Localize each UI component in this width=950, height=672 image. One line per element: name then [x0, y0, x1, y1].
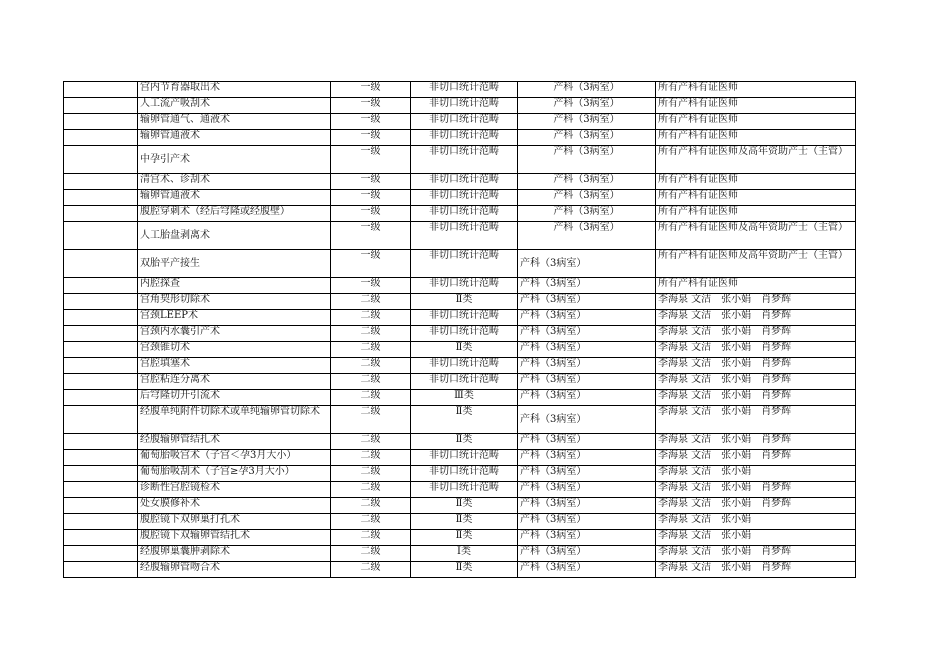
department-cell: 产科（3病室） — [518, 546, 656, 562]
table-row — [64, 450, 856, 466]
incision-category-cell: 非切口统计范畴 — [411, 450, 518, 466]
blank-cell — [64, 434, 138, 450]
department-cell: 产科（3病室） — [518, 358, 656, 374]
surgery-level-cell: 一级 — [331, 222, 411, 250]
department-cell: 产科（3病室） — [518, 374, 656, 390]
procedure-name-cell: 经腹输卵管结扎术 — [138, 434, 331, 450]
incision-category-cell: 非切口统计范畴 — [411, 250, 518, 278]
procedure-name-cell: 腹腔镜下双卵巢打孔术 — [138, 514, 331, 530]
surgery-level-cell: 二级 — [331, 374, 411, 390]
authorized-doctors-cell: 所有产科有证医师 — [656, 174, 856, 190]
department-cell: 产科（3病室） — [518, 98, 656, 114]
table-row — [64, 498, 856, 514]
surgery-level-cell: 二级 — [331, 342, 411, 358]
blank-cell — [64, 222, 138, 250]
table-row — [64, 82, 856, 98]
procedure-name-cell: 输卵管通液术 — [138, 130, 331, 146]
surgery-level-cell: 二级 — [331, 466, 411, 482]
procedure-name-cell: 经腹单纯附件切除术或单纯输卵管切除术 — [138, 406, 331, 434]
department-cell: 产科（3病室） — [518, 294, 656, 310]
blank-cell — [64, 82, 138, 98]
procedure-name-cell: 人工流产吸刮术 — [138, 98, 331, 114]
table-row — [64, 190, 856, 206]
blank-cell — [64, 406, 138, 434]
table-row — [64, 434, 856, 450]
authorized-doctors-cell: 李海泉 文洁 张小娟 肖梦辉 — [656, 562, 856, 578]
blank-cell — [64, 390, 138, 406]
table-body — [64, 82, 856, 578]
department-cell: 产科（3病室） — [518, 482, 656, 498]
blank-cell — [64, 190, 138, 206]
authorized-doctors-cell: 李海泉 文洁 张小娟 肖梦辉 — [656, 434, 856, 450]
authorized-doctors-cell: 李海泉 文洁 张小娟 肖梦辉 — [656, 546, 856, 562]
incision-category-cell: 非切口统计范畴 — [411, 82, 518, 98]
table-row — [64, 294, 856, 310]
surgery-level-cell: 二级 — [331, 482, 411, 498]
authorized-doctors-cell: 李海泉 文洁 张小娟 肖梦辉 — [656, 390, 856, 406]
procedure-name-cell: 宫内节育器取出术 — [138, 82, 331, 98]
surgery-level-cell: 二级 — [331, 310, 411, 326]
department-cell: 产科（3病室） — [518, 406, 656, 434]
department-cell: 产科（3病室） — [518, 130, 656, 146]
authorized-doctors-cell: 李海泉 文洁 张小娟 — [656, 514, 856, 530]
blank-cell — [64, 450, 138, 466]
blank-cell — [64, 358, 138, 374]
department-cell: 产科（3病室） — [518, 434, 656, 450]
department-cell: 产科（3病室） — [518, 390, 656, 406]
incision-category-cell: Ⅱ类 — [411, 342, 518, 358]
blank-cell — [64, 294, 138, 310]
authorized-doctors-cell: 所有产科有证医师及高年资助产士（主管） — [656, 146, 856, 174]
table-row — [64, 466, 856, 482]
procedure-name-cell: 宫颈锥切术 — [138, 342, 331, 358]
incision-category-cell: 非切口统计范畴 — [411, 130, 518, 146]
authorized-doctors-cell: 李海泉 文洁 张小娟 肖梦辉 — [656, 294, 856, 310]
incision-category-cell: Ⅱ类 — [411, 294, 518, 310]
surgery-level-cell: 二级 — [331, 498, 411, 514]
incision-category-cell: 非切口统计范畴 — [411, 222, 518, 250]
department-cell: 产科（3病室） — [518, 326, 656, 342]
department-cell: 产科（3病室） — [518, 450, 656, 466]
procedure-name-cell: 输卵管通液术 — [138, 190, 331, 206]
authorized-doctors-cell: 李海泉 文洁 张小娟 肖梦辉 — [656, 450, 856, 466]
incision-category-cell: Ⅰ类 — [411, 546, 518, 562]
authorized-doctors-cell: 所有产科有证医师 — [656, 98, 856, 114]
authorized-doctors-cell: 李海泉 文洁 张小娟 肖梦辉 — [656, 498, 856, 514]
department-cell: 产科（3病室） — [518, 206, 656, 222]
table-row — [64, 482, 856, 498]
procedure-name-cell: 葡萄胎吸宫术（子宫＜孕3月大小） — [138, 450, 331, 466]
department-cell: 产科（3病室） — [518, 250, 656, 278]
incision-category-cell: 非切口统计范畴 — [411, 190, 518, 206]
blank-cell — [64, 482, 138, 498]
authorized-doctors-cell: 所有产科有证医师及高年资助产士（主管） — [656, 250, 856, 278]
procedure-name-cell: 人工胎盘剥离术 — [138, 222, 331, 250]
department-cell: 产科（3病室） — [518, 562, 656, 578]
surgery-level-cell: 二级 — [331, 294, 411, 310]
incision-category-cell: Ⅱ类 — [411, 406, 518, 434]
procedure-name-cell: 经腹卵巢囊肿剥除术 — [138, 546, 331, 562]
incision-category-cell: 非切口统计范畴 — [411, 310, 518, 326]
incision-category-cell: 非切口统计范畴 — [411, 374, 518, 390]
department-cell: 产科（3病室） — [518, 82, 656, 98]
table-row — [64, 562, 856, 578]
surgery-level-cell: 一级 — [331, 278, 411, 294]
surgery-level-cell: 二级 — [331, 450, 411, 466]
authorized-doctors-cell: 李海泉 文洁 张小娟 肖梦辉 — [656, 358, 856, 374]
table-row — [64, 206, 856, 222]
procedure-name-cell: 输卵管通气、通液术 — [138, 114, 331, 130]
authorized-doctors-cell: 所有产科有证医师 — [656, 114, 856, 130]
incision-category-cell: 非切口统计范畴 — [411, 114, 518, 130]
table-row — [64, 250, 856, 278]
surgery-level-cell: 一级 — [331, 206, 411, 222]
blank-cell — [64, 206, 138, 222]
procedure-name-cell: 宫角契形切除术 — [138, 294, 331, 310]
authorized-doctors-cell: 所有产科有证医师 — [656, 82, 856, 98]
procedure-name-cell: 葡萄胎吸刮术（子宫≥孕3月大小） — [138, 466, 331, 482]
procedure-name-cell: 腹腔穿刺术（经后穹隆或经腹壁） — [138, 206, 331, 222]
procedure-name-cell: 宫腔填塞术 — [138, 358, 331, 374]
incision-category-cell: 非切口统计范畴 — [411, 466, 518, 482]
department-cell: 产科（3病室） — [518, 466, 656, 482]
incision-category-cell: Ⅱ类 — [411, 530, 518, 546]
blank-cell — [64, 326, 138, 342]
authorized-doctors-cell: 李海泉 文洁 张小娟 — [656, 530, 856, 546]
blank-cell — [64, 374, 138, 390]
procedure-name-cell: 腹腔镜下双输卵管结扎术 — [138, 530, 331, 546]
table-row — [64, 130, 856, 146]
authorized-doctors-cell: 所有产科有证医师 — [656, 190, 856, 206]
incision-category-cell: Ⅱ类 — [411, 514, 518, 530]
department-cell: 产科（3病室） — [518, 174, 656, 190]
department-cell: 产科（3病室） — [518, 498, 656, 514]
department-cell: 产科（3病室） — [518, 342, 656, 358]
table-row — [64, 114, 856, 130]
incision-category-cell: 非切口统计范畴 — [411, 98, 518, 114]
surgery-level-cell: 二级 — [331, 326, 411, 342]
authorized-doctors-cell: 李海泉 文洁 张小娟 肖梦辉 — [656, 482, 856, 498]
surgery-level-cell: 二级 — [331, 546, 411, 562]
authorized-doctors-cell: 所有产科有证医师及高年资助产士（主管） — [656, 222, 856, 250]
blank-cell — [64, 562, 138, 578]
blank-cell — [64, 114, 138, 130]
surgery-level-cell: 一级 — [331, 98, 411, 114]
surgery-level-cell: 一级 — [331, 114, 411, 130]
table-row — [64, 406, 856, 434]
surgery-level-cell: 二级 — [331, 514, 411, 530]
blank-cell — [64, 514, 138, 530]
surgery-level-cell: 二级 — [331, 358, 411, 374]
table-row — [64, 326, 856, 342]
surgery-level-cell: 一级 — [331, 146, 411, 174]
surgery-level-cell: 二级 — [331, 434, 411, 450]
table-row — [64, 374, 856, 390]
authorized-doctors-cell: 李海泉 文洁 张小娟 肖梦辉 — [656, 406, 856, 434]
procedure-name-cell: 经腹输卵管吻合术 — [138, 562, 331, 578]
surgery-level-cell: 二级 — [331, 406, 411, 434]
blank-cell — [64, 546, 138, 562]
table-row — [64, 222, 856, 250]
blank-cell — [64, 278, 138, 294]
blank-cell — [64, 498, 138, 514]
table-row — [64, 546, 856, 562]
department-cell: 产科（3病室） — [518, 278, 656, 294]
table-row — [64, 278, 856, 294]
incision-category-cell: 非切口统计范畴 — [411, 278, 518, 294]
department-cell: 产科（3病室） — [518, 514, 656, 530]
blank-cell — [64, 342, 138, 358]
incision-category-cell: Ⅱ类 — [411, 434, 518, 450]
department-cell: 产科（3病室） — [518, 310, 656, 326]
surgery-authorization-table — [63, 81, 856, 578]
surgery-level-cell: 二级 — [331, 562, 411, 578]
surgery-level-cell: 二级 — [331, 530, 411, 546]
authorized-doctors-cell: 所有产科有证医师 — [656, 130, 856, 146]
procedure-name-cell: 诊断性宫腔镜检术 — [138, 482, 331, 498]
authorized-doctors-cell: 李海泉 文洁 张小娟 肖梦辉 — [656, 342, 856, 358]
blank-cell — [64, 310, 138, 326]
procedure-name-cell: 宫颈内水囊引产术 — [138, 326, 331, 342]
blank-cell — [64, 466, 138, 482]
procedure-name-cell: 清宫术、诊刮术 — [138, 174, 331, 190]
department-cell: 产科（3病室） — [518, 146, 656, 174]
blank-cell — [64, 130, 138, 146]
table-row — [64, 310, 856, 326]
department-cell: 产科（3病室） — [518, 190, 656, 206]
incision-category-cell: Ⅱ类 — [411, 498, 518, 514]
surgery-level-cell: 一级 — [331, 82, 411, 98]
blank-cell — [64, 174, 138, 190]
procedure-name-cell: 双胎平产接生 — [138, 250, 331, 278]
table-row — [64, 174, 856, 190]
authorized-doctors-cell: 李海泉 文洁 张小娟 — [656, 466, 856, 482]
department-cell: 产科（3病室） — [518, 530, 656, 546]
incision-category-cell: 非切口统计范畴 — [411, 326, 518, 342]
blank-cell — [64, 146, 138, 174]
table-row — [64, 98, 856, 114]
surgery-level-cell: 一级 — [331, 190, 411, 206]
blank-cell — [64, 530, 138, 546]
incision-category-cell: Ⅲ类 — [411, 390, 518, 406]
incision-category-cell: 非切口统计范畴 — [411, 482, 518, 498]
procedure-name-cell: 内腔探查 — [138, 278, 331, 294]
surgery-level-cell: 一级 — [331, 250, 411, 278]
procedure-name-cell: 宫颈LEEP术 — [138, 310, 331, 326]
incision-category-cell: 非切口统计范畴 — [411, 174, 518, 190]
procedure-name-cell: 宫腔粘连分离术 — [138, 374, 331, 390]
authorized-doctors-cell: 李海泉 文洁 张小娟 肖梦辉 — [656, 374, 856, 390]
authorized-doctors-cell: 李海泉 文洁 张小娟 肖梦辉 — [656, 326, 856, 342]
incision-category-cell: 非切口统计范畴 — [411, 358, 518, 374]
table-row — [64, 146, 856, 174]
procedure-name-cell: 后穹隆切开引流术 — [138, 390, 331, 406]
blank-cell — [64, 98, 138, 114]
blank-cell — [64, 250, 138, 278]
department-cell: 产科（3病室） — [518, 222, 656, 250]
surgery-level-cell: 一级 — [331, 130, 411, 146]
department-cell: 产科（3病室） — [518, 114, 656, 130]
table-row — [64, 514, 856, 530]
table-row — [64, 530, 856, 546]
surgery-level-cell: 一级 — [331, 174, 411, 190]
table-row — [64, 358, 856, 374]
table-row — [64, 390, 856, 406]
authorized-doctors-cell: 所有产科有证医师 — [656, 206, 856, 222]
authorized-doctors-cell: 所有产科有证医师 — [656, 278, 856, 294]
incision-category-cell: 非切口统计范畴 — [411, 206, 518, 222]
table-row — [64, 342, 856, 358]
incision-category-cell: 非切口统计范畴 — [411, 146, 518, 174]
incision-category-cell: Ⅱ类 — [411, 562, 518, 578]
procedure-name-cell: 中孕引产术 — [138, 146, 331, 174]
authorized-doctors-cell: 李海泉 文洁 张小娟 肖梦辉 — [656, 310, 856, 326]
procedure-name-cell: 处女膜修补术 — [138, 498, 331, 514]
surgery-level-cell: 二级 — [331, 390, 411, 406]
